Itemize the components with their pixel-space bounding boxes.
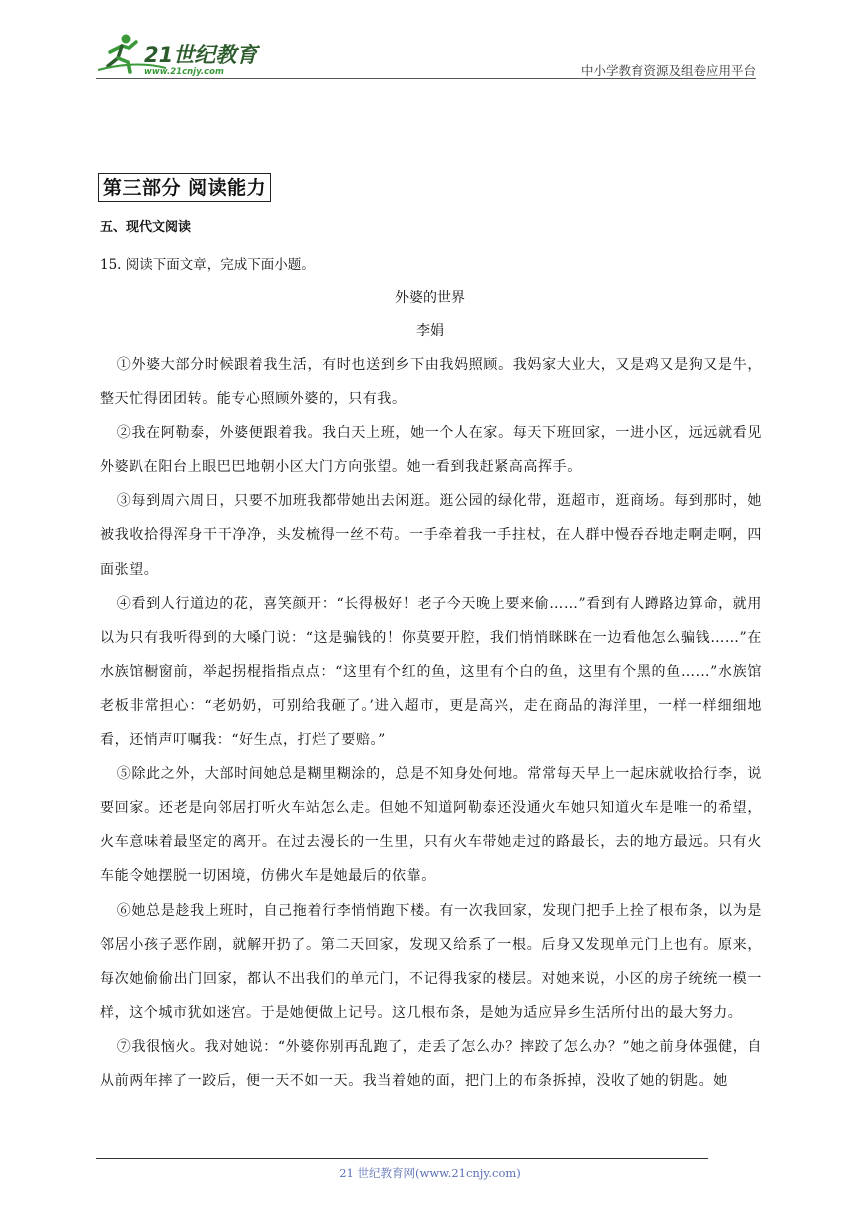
paragraph-5: ⑤除此之外，大部时间她总是糊里糊涂的，总是不知身处何地。常常每天早上一起床就收拾行李，说要回家。还老是向邻居打听火车站怎么走。但她不知道阿勒泰还没通火车她只知道火车是唯一的希望，火车意味着最坚定的离开。在过去漫长的一生里，只有火车带她走过的路最长，去的地方最远。只有火车能令她摆脱一切困境，仿佛火车是她最后的依靠。 [100, 766, 762, 885]
question-prompt: 15. 阅读下面文章，完成下面小题。 [100, 257, 315, 273]
paragraph-4: ④看到人行道边的花，喜笑颜开：“长得极好！老子今天晚上要来偷……”看到有人蹲路边算命，就用以为只有我听得到的大嗓门说：“这是骗钱的！你莫要开腔，我们悄悄眯眯在一边看他怎么骗钱……”在水族馆橱窗前，举起拐棍指指点点：“这里有个红的鱼，这里有个白的鱼，这里有个黑的鱼……”水族馆老板非常担心：“老奶奶，可别给我砸了。’进入超市，更是高兴，走在商品的海洋里，一样一样细细地看，还悄声叮嘱我：“好生点，打烂了要赔。” [100, 595, 762, 749]
section-title: 第三部分 阅读能力 [98, 173, 271, 202]
article-body [100, 348, 762, 1098]
platform-name: 中小学教育资源及组卷应用平台 [580, 63, 756, 78]
site-logo[interactable] [96, 30, 266, 78]
footer-site-link[interactable]: 21 世纪教育网(www.21cnjy.com) [339, 1166, 521, 1180]
paragraph-6: ⑥她总是趁我上班时，自己拖着行李悄悄跑下楼。有一次我回家，发现门把手上拴了根布条，以为是邻居小孩子恶作剧，就解开扔了。第二天回家，发现又给系了一根。后身又发现单元门上也有。原来，每次她偷偷出门回家，都认不出我们的单元门，不记得我家的楼层。对她来说，小区的房子统统一模一样，这个城市犹如迷宫。于是她便做上记号。这几根布条，是她为适应异乡生活所付出的最大努力。 [100, 902, 762, 1021]
paragraph-3: ③每到周六周日，只要不加班我都带她出去闲逛。逛公园的绿化带，逛超市，逛商场。每到那时，她被我收拾得浑身干干净净，头发梳得一丝不苟。一手牵着我一手拄杖，在人群中慢吞吞地走啊走啊，四面张望。 [100, 493, 762, 578]
subsection-heading: 五、现代文阅读 [100, 220, 192, 235]
runner-logo-icon [96, 30, 266, 78]
footer-divider [96, 1158, 708, 1159]
article-title: 外婆的世界 [395, 290, 465, 306]
paragraph-7: ⑦我很恼火。我对她说：“外婆你别再乱跑了，走丢了怎么办？摔跤了怎么办？”她之前身体强健，自从前两年摔了一跤后，便一天不如一天。我当着她的面，把门上的布条拆掉，没收了她的钥匙。她 [100, 1038, 762, 1089]
article-author: 李娟 [416, 323, 444, 339]
logo-wordmark: 21世纪教育 [144, 43, 258, 67]
page-header [96, 30, 756, 78]
logo-url: www.21cnjy.com [144, 67, 224, 77]
header-divider [96, 78, 756, 79]
paragraph-1: ①外婆大部分时候跟着我生活，有时也送到乡下由我妈照顾。我妈家大业大，又是鸡又是狗又是牛，整天忙得团团转。能专心照顾外婆的，只有我。 [100, 357, 762, 408]
paragraph-2: ②我在阿勒泰，外婆便跟着我。我白天上班，她一个人在家。每天下班回家，一进小区，远远就看见外婆趴在阳台上眼巴巴地朝小区大门方向张望。她一看到我赶紧高高挥手。 [100, 425, 762, 476]
